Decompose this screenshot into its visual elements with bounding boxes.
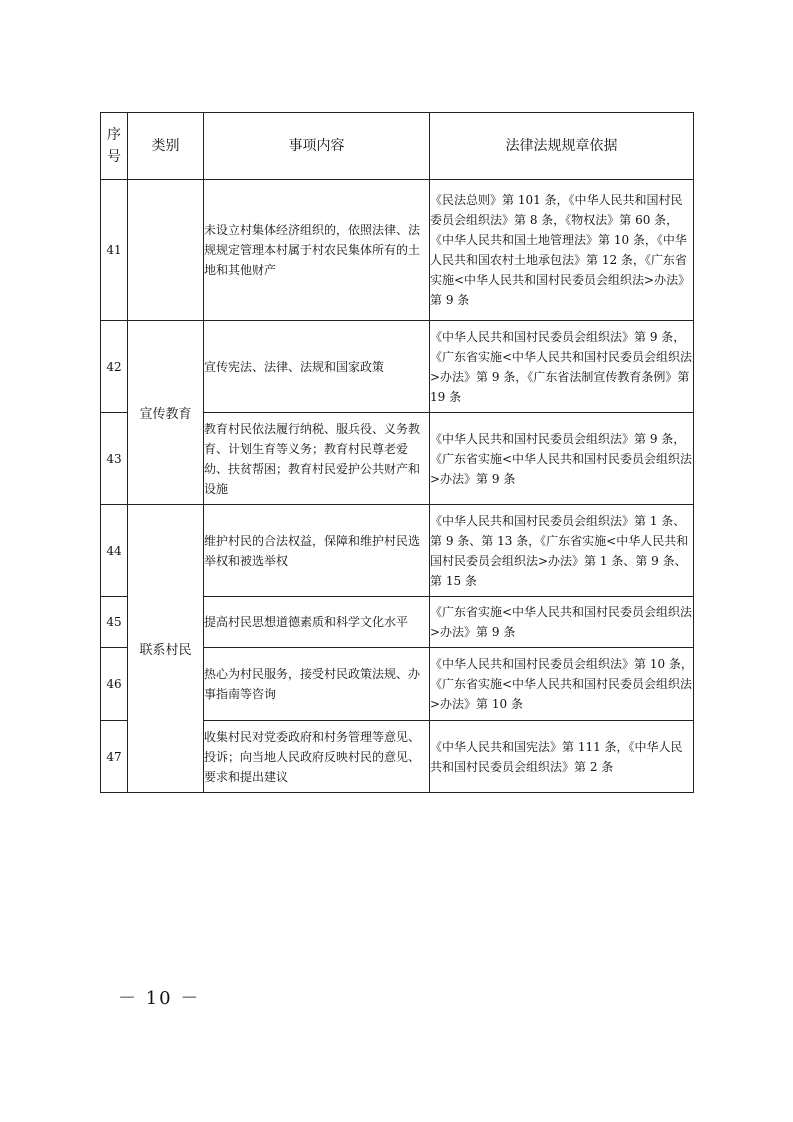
row-number: 43 (101, 413, 128, 505)
page-number: － 10 － (118, 988, 201, 1009)
legal-basis: 《中华人民共和国宪法》第 111 条，《中华人民共和国村民委员会组织法》第 2 条 (430, 721, 694, 793)
legal-basis: 《中华人民共和国村民委员会组织法》第 9 条，《广东省实施<中华人民共和国村民委员会组织法>办法》第 9 条 (430, 413, 694, 505)
legal-basis: 《中华人民共和国村民委员会组织法》第 1 条、第 9 条、第 13 条，《广东省实施<中华人民共和国村民委员会组织法>办法》第 1 条、第 9 条、第 15 条 (430, 505, 694, 597)
law-basis-table (100, 112, 694, 793)
row-number: 47 (101, 721, 128, 793)
table-row (101, 505, 694, 597)
legal-basis: 《民法总则》第 101 条，《中华人民共和国村民委员会组织法》第 8 条，《物权法》第 60 条，《中华人民共和国土地管理法》第 10 条，《中华人民共和国农村土地承包法》第 12 条，《广东省实施<中华人民共和国村民委员会组织法>办法》第 9 条 (430, 180, 694, 321)
item-content: 未设立村集体经济组织的，依照法律、法规规定管理本村属于村农民集体所有的土地和其他财产 (204, 180, 430, 321)
table-header-row (101, 113, 694, 180)
item-content: 收集村民对党委政府和村务管理等意见、投诉；向当地人民政府反映村民的意见、要求和提出建议 (204, 721, 430, 793)
legal-basis: 《广东省实施<中华人民共和国村民委员会组织法>办法》第 9 条 (430, 597, 694, 648)
row-number: 44 (101, 505, 128, 597)
row-number: 42 (101, 321, 128, 413)
category-cell-empty (128, 180, 204, 321)
table-row (101, 321, 694, 413)
row-number: 45 (101, 597, 128, 648)
row-number: 41 (101, 180, 128, 321)
item-content: 提高村民思想道德素质和科学文化水平 (204, 597, 430, 648)
item-content: 维护村民的合法权益，保障和维护村民选举权和被选举权 (204, 505, 430, 597)
table-row (101, 180, 694, 321)
item-content: 热心为村民服务，接受村民政策法规、办事指南等咨询 (204, 648, 430, 721)
category-cell: 联系村民 (128, 505, 204, 793)
legal-basis: 《中华人民共和国村民委员会组织法》第 10 条，《广东省实施<中华人民共和国村民委员会组织法>办法》第 10 条 (430, 648, 694, 721)
header-no: 序号 (101, 113, 128, 180)
row-number: 46 (101, 648, 128, 721)
item-content: 教育村民依法履行纳税、服兵役、义务教育、计划生育等义务；教育村民尊老爱幼、扶贫帮困；教育村民爱护公共财产和设施 (204, 413, 430, 505)
legal-basis: 《中华人民共和国村民委员会组织法》第 9 条，《广东省实施<中华人民共和国村民委员会组织法>办法》第 9 条，《广东省法制宣传教育条例》第 19 条 (430, 321, 694, 413)
category-cell: 宣传教育 (128, 321, 204, 505)
header-content: 事项内容 (204, 113, 430, 180)
item-content: 宣传宪法、法律、法规和国家政策 (204, 321, 430, 413)
header-basis: 法律法规规章依据 (430, 113, 694, 180)
header-category: 类别 (128, 113, 204, 180)
